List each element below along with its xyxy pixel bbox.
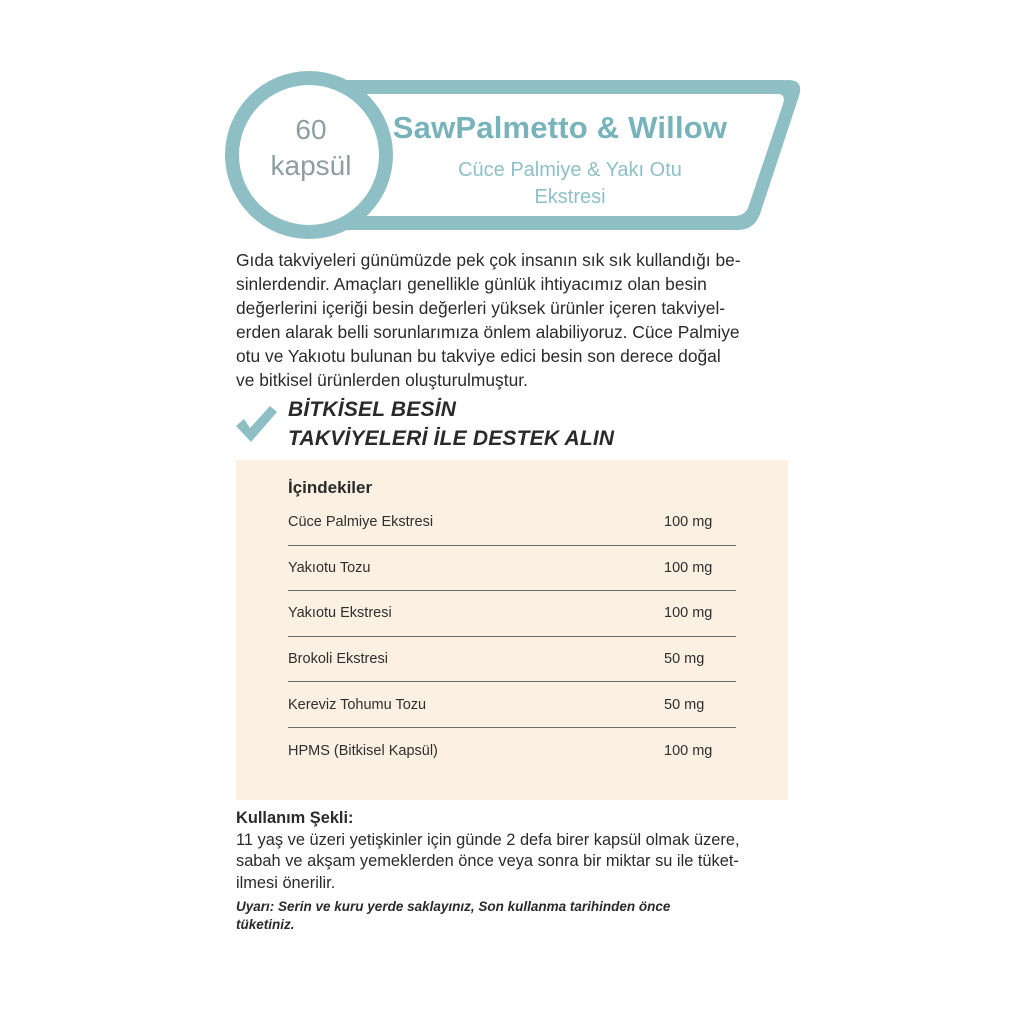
intro-line: Gıda takviyeleri günümüzde pek çok insanın sık sık kullandığı be- [236, 250, 741, 270]
intro-line: erden alarak belli sorunlarımıza önlem alabiliyoruz. Cüce Palmiye [236, 322, 740, 342]
ingredient-amount: 50 mg [664, 651, 705, 668]
intro-paragraph [236, 248, 796, 392]
ingredient-name: Yakıotu Tozu [288, 559, 371, 576]
ingredient-row [288, 591, 736, 637]
usage-line: 11 yaş ve üzeri yetişkinler için günde 2 defa birer kapsül olmak üzere, [236, 830, 740, 849]
headline-line-2: TAKVİYELERİ İLE DESTEK ALIN [288, 427, 615, 450]
ingredient-amount: 100 mg [664, 514, 713, 531]
intro-line: değerlerini içeriği besin değerleri yüksek ürünler içeren takviyel- [236, 298, 726, 318]
ingredient-name: Yakıotu Ekstresi [288, 605, 392, 622]
ingredient-row [288, 500, 736, 546]
ingredient-row [288, 682, 736, 728]
intro-line: ve bitkisel ürünlerden oluşturulmuştur. [236, 370, 528, 390]
capsule-count: 60 [295, 114, 327, 145]
ingredient-amount: 100 mg [664, 559, 713, 576]
ingredient-amount: 50 mg [664, 696, 705, 713]
ingredients-title: İçindekiler [288, 478, 373, 497]
subtitle-line-2: Ekstresi [534, 186, 606, 208]
ingredient-row [288, 546, 736, 592]
usage-line: ilmesi önerilir. [236, 873, 336, 892]
warning-line-2: tüketiniz. [236, 917, 295, 932]
usage-line: sabah ve akşam yemeklerden önce veya sonra bir miktar su ile tüket- [236, 852, 739, 870]
headline [288, 395, 768, 453]
ingredient-name: Brokoli Ekstresi [288, 651, 388, 668]
check-icon [232, 404, 278, 444]
warning-line-1: Uyarı: Serin ve kuru yerde saklayınız, Son kullanma tarihinden önce [236, 899, 671, 914]
ingredient-name: Kereviz Tohumu Tozu [288, 696, 427, 713]
product-title: SawPalmetto & Willow [392, 110, 728, 145]
ingredient-amount: 100 mg [664, 742, 713, 759]
headline-line-1: BİTKİSEL BESİN [288, 398, 457, 421]
ingredient-row [288, 728, 736, 774]
warning-note [236, 898, 796, 934]
usage-label: Kullanım Şekli: [236, 809, 354, 827]
product-subtitle [400, 157, 740, 211]
ingredient-amount: 100 mg [664, 605, 713, 622]
ingredient-name: Cüce Palmiye Ekstresi [288, 514, 434, 531]
ingredients-panel [236, 460, 788, 800]
ingredient-row [288, 637, 736, 683]
product-header [0, 0, 1024, 260]
usage-section [236, 808, 796, 894]
capsule-count-badge [236, 112, 386, 184]
ingredients-list [288, 500, 736, 774]
capsule-unit: kapsül [270, 150, 352, 181]
intro-line: sinlerdendir. Amaçları genellikle günlük ihtiyacımız olan besin [236, 274, 707, 294]
intro-line: otu ve Yakıotu bulunan bu takviye edici besin son derece doğal [236, 346, 721, 366]
ingredient-name: HPMS (Bitkisel Kapsül) [288, 742, 438, 759]
subtitle-line-1: Cüce Palmiye & Yakı Otu [458, 159, 682, 181]
